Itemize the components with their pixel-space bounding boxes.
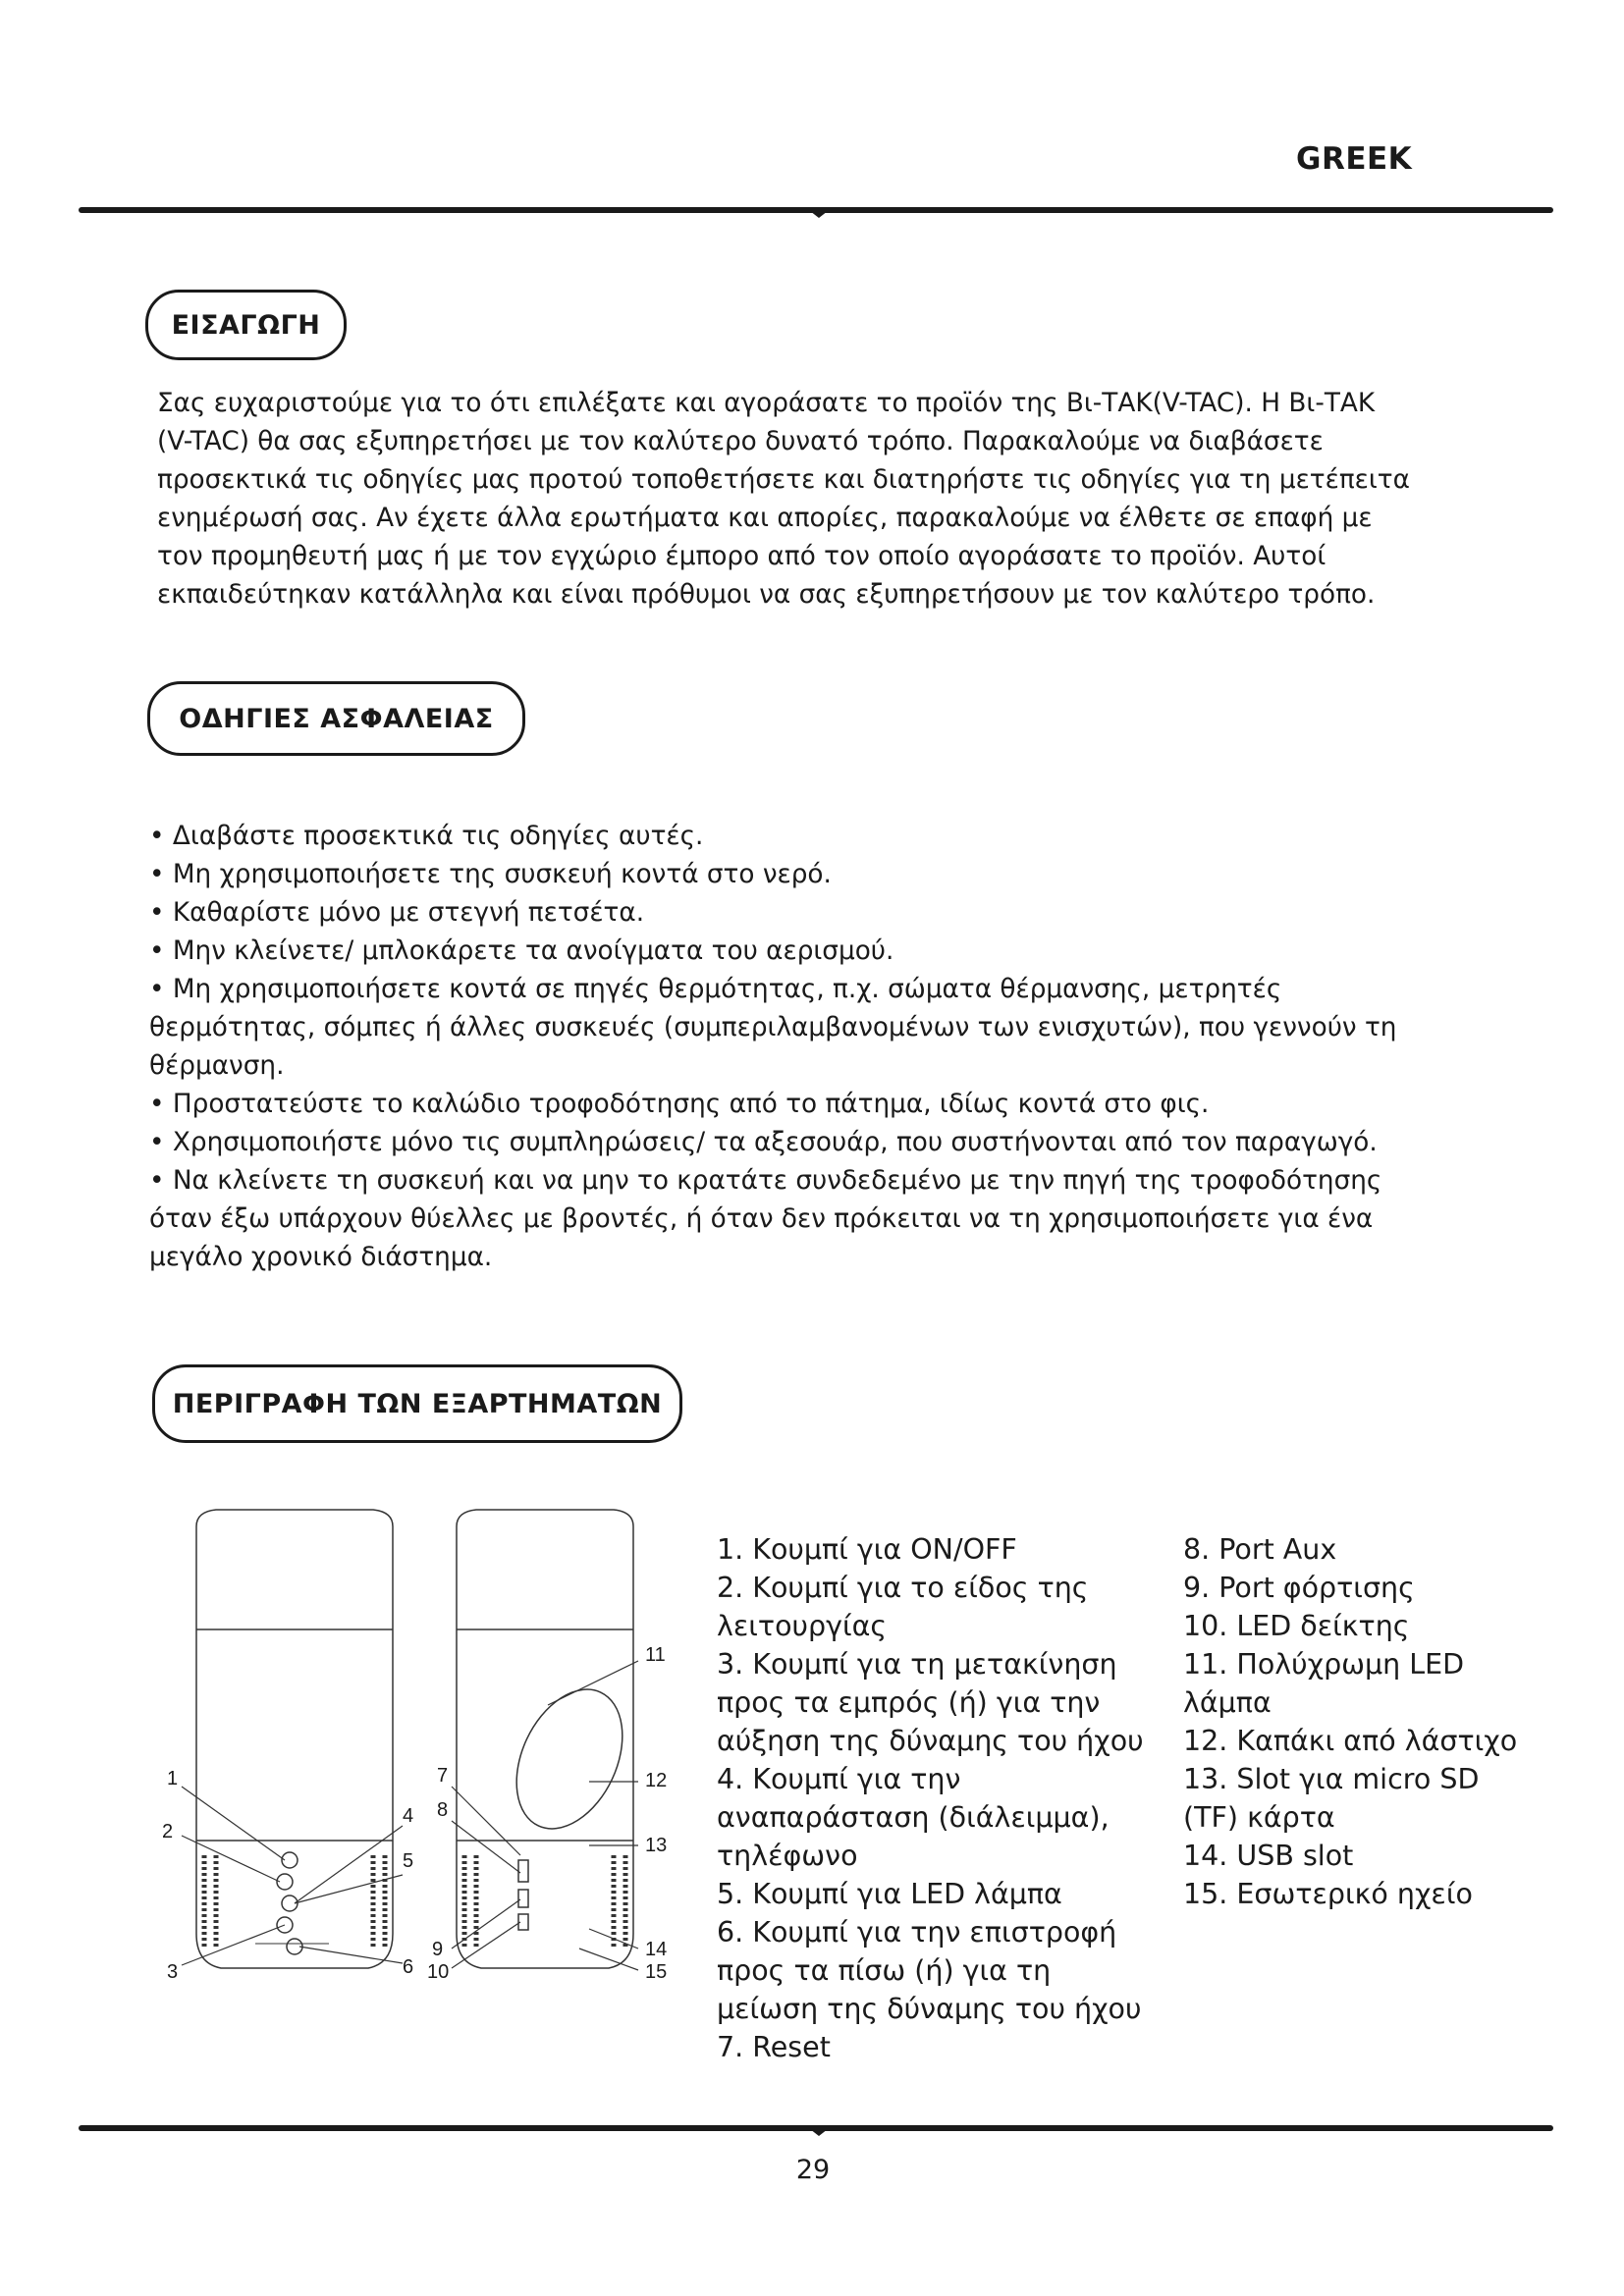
safety-line: • Προστατεύστε το καλώδιο τροφοδότησης από το πάτημα, ιδίως κοντά στο φις. (149, 1090, 1210, 1119)
safety-line: • Μη χρησιμοποιήσετε της συσκευή κοντά στο νερό. (149, 860, 832, 889)
parts-line: 3. Κουμπί για τη μετακίνηση (717, 1648, 1117, 1681)
parts-line: αναπαράσταση (διάλειμμα), (717, 1801, 1110, 1834)
safety-line: θέρμανση. (149, 1051, 285, 1081)
parts-line: τηλέφωνο (717, 1840, 858, 1872)
intro-paragraph (157, 385, 1532, 614)
parts-line: 7. Reset (717, 2031, 831, 2063)
parts-line: 2. Κουμπί για το είδος της (717, 1572, 1089, 1604)
page-number: 29 (795, 2155, 831, 2185)
parts-list-left (717, 1530, 1144, 2066)
callout-12: 12 (645, 1770, 668, 1791)
parts-line: 4. Κουμπί για την (717, 1763, 961, 1795)
top-divider (79, 207, 1553, 213)
parts-line: 13. Slot για micro SD (1183, 1763, 1480, 1795)
callout-1: 1 (167, 1768, 179, 1789)
safety-line: • Καθαρίστε μόνο με στεγνή πετσέτα. (149, 898, 645, 928)
callout-8: 8 (437, 1799, 449, 1821)
callout-6: 6 (403, 1956, 414, 1978)
callout-13: 13 (645, 1835, 668, 1856)
intro-line: ενημέρωσή σας. Αν έχετε άλλα ερωτήματα και απορίες, παρακαλούμε να έλθετε σε επαφή με (157, 504, 1373, 533)
intro-line: προσεκτικά τις οδηγίες μας προτού τοποθετήσετε και διατηρήστε τις οδηγίες για τη μετέπειτα (157, 465, 1410, 495)
safety-line: • Μην κλείνετε/ μπλοκάρετε τα ανοίγματα του αερισμού. (149, 936, 894, 966)
safety-line: • Διαβάστε προσεκτικά τις οδηγίες αυτές. (149, 822, 704, 851)
bottom-divider (79, 2125, 1553, 2131)
parts-line: 8. Port Aux (1183, 1533, 1337, 1566)
safety-line: μεγάλο χρονικό διάστημα. (149, 1243, 493, 1272)
parts-line: 9. Port φόρτισης (1183, 1572, 1415, 1604)
callout-14: 14 (645, 1939, 668, 1960)
parts-line: 10. LED δείκτης (1183, 1610, 1410, 1642)
parts-list-right (1183, 1530, 1517, 1913)
safety-line: θερμότητας, σόμπες ή άλλες συσκευές (συμπεριλαμβανομένων των ενισχυτών), που γεννούν τη (149, 1013, 1397, 1042)
safety-line: • Να κλείνετε τη συσκευή και να μην το κρατάτε συνδεδεμένο με την πηγή της τροφοδότησης (149, 1166, 1382, 1196)
intro-line: τον προμηθευτή μας ή με τον εγχώριο έμπορο από τον οποίο αγοράσατε το προϊόν. Αυτοί (157, 542, 1326, 571)
parts-line: αύξηση της δύναμης του ήχου (717, 1725, 1144, 1757)
parts-line: λειτουργίας (717, 1610, 888, 1642)
safety-list (149, 818, 1534, 1277)
callout-2: 2 (162, 1821, 174, 1842)
speaker-back-view (457, 1510, 643, 1968)
callout-4: 4 (403, 1805, 414, 1827)
intro-line: (V-TAC) θα σας εξυπηρετήσει με τον καλύτερο δυνατό τρόπο. Παρακαλούμε να διαβάσετε (157, 427, 1324, 456)
intro-line: Σας ευχαριστούμε για το ότι επιλέξατε και αγοράσατε το προϊόν της Βι-ΤΑΚ(V-TAC). Η Βι-ΤΑΚ (157, 389, 1376, 418)
safety-line: • Μη χρησιμοποιήσετε κοντά σε πηγές θερμότητας, π.χ. σώματα θέρμανσης, μετρητές (149, 975, 1282, 1004)
parts-line: μείωση της δύναμης του ήχου (717, 1993, 1142, 2025)
parts-line: 1. Κουμπί για ON/OFF (717, 1533, 1017, 1566)
parts-line: 5. Κουμπί για LED λάμπα (717, 1878, 1062, 1910)
safety-line: όταν έξω υπάρχουν θύελλες με βροντές, ή όταν δεν πρόκειται να τη χρησιμοποιήσετε για ένα (149, 1204, 1374, 1234)
parts-line: 6. Κουμπί για την επιστροφή (717, 1916, 1117, 1949)
callout-9: 9 (432, 1939, 444, 1960)
parts-line: προς τα εμπρός (ή) για την (717, 1686, 1101, 1719)
speaker-front-view (196, 1510, 393, 1968)
parts-heading: ΠΕΡΙΓΡΑΦΗ ΤΩΝ ΕΞΑΡΤΗΜΑΤΩΝ (152, 1364, 682, 1443)
callout-10: 10 (427, 1961, 450, 1983)
parts-line: προς τα πίσω (ή) για τη (717, 1954, 1052, 1987)
callout-7: 7 (437, 1765, 449, 1787)
parts-line: 12. Καπάκι από λάστιχο (1183, 1725, 1518, 1757)
intro-line: εκπαιδεύτηκαν κατάλληλα και είναι πρόθυμοι να σας εξυπηρετήσουν με τον καλύτερο τρόπο. (157, 580, 1376, 610)
safety-line: • Χρησιμοποιήστε μόνο τις συμπληρώσεις/ τα αξεσουάρ, που συστήνονται από τον παραγωγό. (149, 1128, 1378, 1157)
callout-11: 11 (645, 1644, 666, 1666)
parts-line: λάμπα (1183, 1686, 1272, 1719)
safety-heading: ΟΔΗΓΙΕΣ ΑΣΦΑΛΕΙΑΣ (147, 681, 525, 756)
parts-line: 15. Εσωτερικό ηχείο (1183, 1878, 1473, 1910)
language-label: GREEK (1296, 141, 1413, 177)
callout-5: 5 (403, 1850, 414, 1872)
intro-heading: ΕΙΣΑΓΩΓΗ (145, 290, 347, 360)
parts-line: (TF) κάρτα (1183, 1801, 1335, 1834)
speaker-diagram (157, 1502, 687, 2002)
parts-line: 14. USB slot (1183, 1840, 1354, 1872)
callout-15: 15 (645, 1961, 668, 1983)
parts-line: 11. Πολύχρωμη LED (1183, 1648, 1465, 1681)
callout-3: 3 (167, 1961, 179, 1983)
